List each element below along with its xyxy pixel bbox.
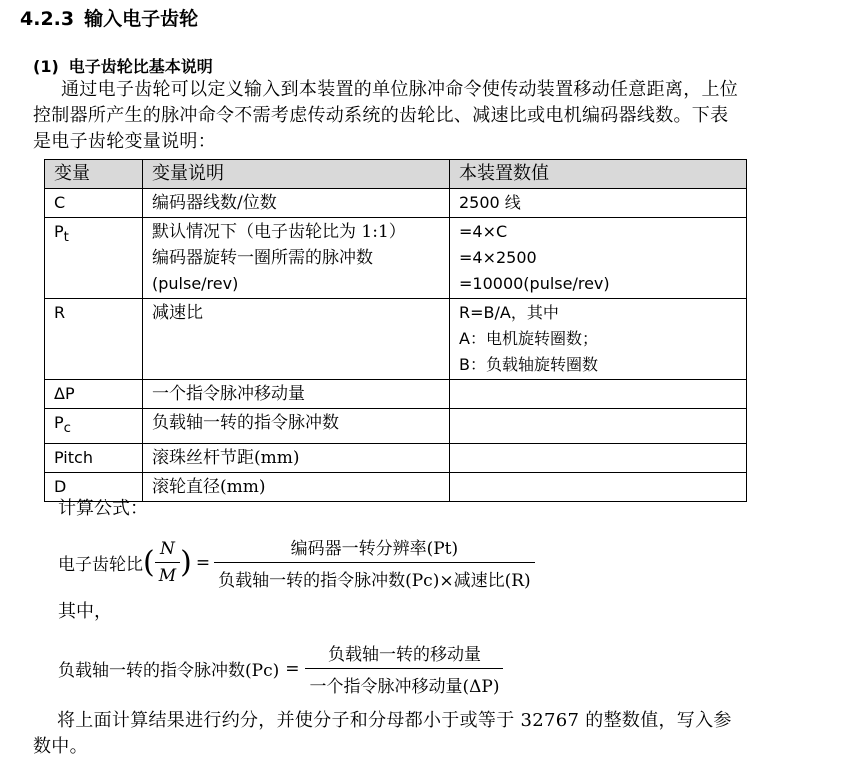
ratio-fraction [155,539,180,586]
header-description: 变量说明 [143,160,450,189]
desc-cell [143,409,450,444]
where-label: 其中， [58,601,112,622]
var-cell: R [45,299,143,380]
desc-cell [143,189,450,218]
value-line: A：电机旋转圈数； [459,329,598,348]
value-cell [450,299,747,380]
desc-cell [143,444,450,473]
formula1-lhs: 电子齿轮比 [58,555,143,575]
var-subscript: c [63,421,71,437]
value-cell [450,409,747,444]
open-paren: ( [143,544,155,580]
pulse-count-numerator: 负载轴一转的移动量 [327,645,481,665]
desc-cell [143,380,450,409]
value-cell [450,473,747,502]
ratio-numerator: N [159,539,175,559]
section-title: 输入电子齿轮 [84,8,199,30]
subsection-number: (1) [33,57,59,76]
table-row [45,218,747,299]
subsection-heading [33,54,213,77]
close-paren: ) [180,544,192,580]
desc-line: 滚轮直径(mm) [152,477,266,498]
value-line: 2500 线 [459,193,521,212]
table-row [45,189,747,218]
table-row [45,380,747,409]
desc-cell [143,473,450,502]
var-cell [45,218,143,299]
value-cell [450,444,747,473]
pulse-count-formula [58,640,503,697]
desc-line: 编码器旋转一圈所需的脉冲数 [152,248,373,268]
desc-line: 负载轴一转的指令脉冲数 [152,413,339,433]
gear-ratio-denominator: 负载轴一转的指令脉冲数(Pc)×减速比(R) [214,562,535,591]
gear-ratio-formula [58,534,535,591]
equals-sign: = [195,552,211,573]
desc-cell [143,218,450,299]
var-cell: C [45,189,143,218]
desc-cell [143,299,450,380]
var-symbol: P [54,413,64,432]
var-cell: ΔP [45,380,143,409]
var-cell: D [45,473,143,502]
equals-sign: = [285,658,300,679]
table-row [45,473,747,502]
header-variable: 变量 [45,160,143,189]
value-cell [450,189,747,218]
header-value: 本装置数值 [450,160,747,189]
desc-line: 编码器线数/位数 [152,193,277,213]
table-header-row [45,160,747,189]
gear-ratio-fraction [214,534,535,591]
table-row [45,299,747,380]
ratio-denominator: M [155,562,180,586]
value-line: =4×C [459,222,508,241]
value-line: =10000(pulse/rev) [459,274,610,293]
gear-ratio-numerator: 编码器一转分辨率(Pt) [290,539,459,559]
variables-table [44,159,747,502]
value-line: =4×2500 [459,248,537,267]
table-row [45,409,747,444]
section-heading [20,4,198,31]
closing-paragraph: 将上面计算结果进行约分，并使分子和分母都小于或等于 32767 的整数值，写入参数中。 [33,710,732,757]
desc-line: 滚珠丝杆节距(mm) [152,448,300,469]
var-symbol: P [54,222,64,241]
value-line: B：负载轴旋转圈数 [459,355,598,374]
formula2-lhs: 负载轴一转的指令脉冲数(Pc) [58,661,280,681]
value-cell [450,218,747,299]
pulse-count-denominator: 一个指令脉冲移动量(ΔP) [305,668,503,697]
var-subscript: t [63,230,69,246]
desc-line: 一个指令脉冲移动量 [152,384,305,404]
desc-line: 减速比 [152,303,203,323]
desc-line: (pulse/rev) [152,274,239,293]
value-line: R=B/A，其中 [459,303,559,322]
table-row [45,444,747,473]
intro-paragraph: 通过电子齿轮可以定义输入到本装置的单位脉冲命令使传动装置移动任意距离，上位控制器所产生的脉冲命令不需考虑传动系统的齿轮比、减速比或电机编码器线数。下表是电子齿轮变量说明： [33,79,739,152]
desc-line: 默认情况下（电子齿轮比为 1:1） [152,222,406,242]
var-cell [45,409,143,444]
value-cell [450,380,747,409]
subsection-title: 电子齿轮比基本说明 [68,57,213,76]
section-number: 4.2.3 [20,8,75,30]
formula-label: 计算公式： [58,498,148,519]
pulse-count-fraction [305,640,503,697]
var-cell: Pitch [45,444,143,473]
